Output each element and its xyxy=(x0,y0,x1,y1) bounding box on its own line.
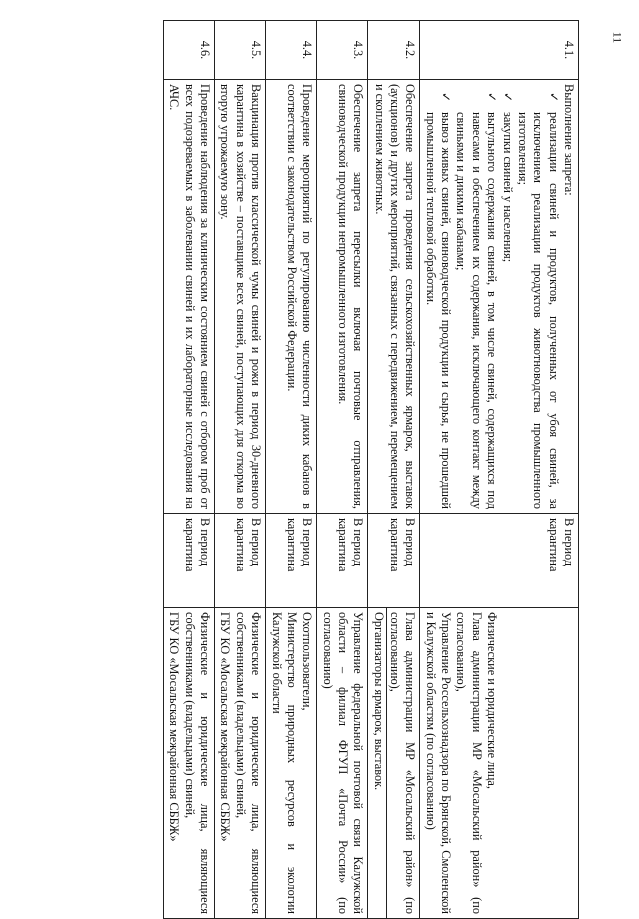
responsible-line: ГБУ КО «Мосальская межрайонная СББЖ» xyxy=(167,612,182,842)
checkmark-icon: ✓ xyxy=(439,92,454,103)
responsible-cell xyxy=(164,608,215,919)
table-row xyxy=(164,21,215,919)
responsible-line: Управление Россельхознадзора по Брянской, Смоленской и Калужской областям (по согласованию) xyxy=(423,612,454,914)
list-item-text: выгульного содержания свиней, в том числе свиней, содержащихся под навесами и обеспечением их содержания, исключающего контакт между свиньями и дикими кабанами; xyxy=(454,112,500,509)
responsible-cell xyxy=(266,608,317,919)
row-number: 4.6. xyxy=(164,21,215,80)
responsible-cell xyxy=(420,608,579,919)
responsible-cell xyxy=(368,608,420,919)
responsible-cell xyxy=(215,608,266,919)
list-item-text: вывоз живых свиней, свиноводческой продукции и сырья, не прошедшей промышленной тепловой обработки. xyxy=(423,112,454,509)
list-item-text: реализации свиней и продуктов, полученных от убоя свиней, за исключением реализации продуктов животноводства промышленного изготовления; xyxy=(515,112,561,509)
term-cell: В период карантина xyxy=(164,514,215,608)
list-item xyxy=(453,84,499,509)
page-number: 11 xyxy=(610,31,625,44)
responsible-line: Физические и юридические лица, являющиеся собственниками (владельцами) свиней, xyxy=(233,612,264,914)
measure-cell: Вакцинация против классической чумы свиней и рожи в период 30-дневного карантина в хозяйстве – поставщике всех свиней, поступающих для откорма во вторую угрожаемую зону. xyxy=(215,80,266,514)
checkmark-icon: ✓ xyxy=(546,92,561,103)
list-item xyxy=(499,84,514,509)
measure-cell: Проведение наблюдения за клиническим состоянием свиней с отбором проб от всех подозреваемых в заболевании свиней и их лабораторные исследования на АЧС. xyxy=(164,80,215,514)
prohibition-list xyxy=(422,84,560,509)
term-cell: В период карантина xyxy=(368,514,420,608)
row-number: 4.2. xyxy=(368,21,420,80)
list-item xyxy=(422,84,453,509)
table-row xyxy=(266,21,317,919)
responsible-line: Физические и юридические лица, являющиеся собственниками (владельцами) свиней, xyxy=(182,612,213,914)
responsible-line: Организаторы ярмарок, выставок. xyxy=(371,612,386,791)
responsible-line: Охотпользователи, xyxy=(300,612,315,711)
table-row xyxy=(420,21,579,919)
list-item-text: закупки свиней у населения; xyxy=(500,112,515,263)
checkmark-icon: ✓ xyxy=(485,92,500,103)
measure-intro: Выполнение запрета: xyxy=(562,84,576,196)
list-item xyxy=(515,84,561,509)
term-cell: В период карантина xyxy=(420,514,579,608)
row-number: 4.3. xyxy=(317,21,368,80)
term-cell: В период карантина xyxy=(317,514,368,608)
measure-cell: Обеспечение запрета проведения сельскохозяйственных ярмарок, выставок (аукционов) и других мероприятий, связанных с передвижением, перемещением и скоплением животных. xyxy=(368,80,420,514)
measure-cell: Обеспечение запрета пересылки включая почтовые отправления, свиноводческой продукции непромышленного изготовления. xyxy=(317,80,368,514)
row-number: 4.5. xyxy=(215,21,266,80)
row-number: 4.1. xyxy=(420,21,579,80)
measure-cell xyxy=(420,80,579,514)
responsible-cell xyxy=(317,608,368,919)
responsible-line: Глава администрации МР «Мосальский район» (по согласованию), xyxy=(386,608,418,918)
term-cell: В период карантина xyxy=(266,514,317,608)
row-number: 4.4. xyxy=(266,21,317,80)
table-row xyxy=(215,21,266,919)
table-row xyxy=(317,21,368,919)
checkmark-icon: ✓ xyxy=(500,92,515,103)
measures-table xyxy=(163,20,579,919)
responsible-line: ГБУ КО «Мосальская межрайонная СББЖ» xyxy=(218,612,233,842)
responsible-line: Глава администрации МР «Мосальский район» (по согласованию), xyxy=(454,612,484,914)
responsible-line: Министерство природных ресурсов и экологии Калужской области xyxy=(269,612,299,914)
responsible-line: Управление федеральной почтовой связи Калужской области – филиал ФГУП «Почта России» (по согласованию) xyxy=(320,612,366,914)
measure-cell: Проведение мероприятий по регулированию численности диких кабанов в соответствии с законодательством Российской Федерации. xyxy=(266,80,317,514)
term-cell: В период карантина xyxy=(215,514,266,608)
responsible-line: Физические и юридические лица, xyxy=(485,612,500,789)
table-row xyxy=(368,21,420,919)
